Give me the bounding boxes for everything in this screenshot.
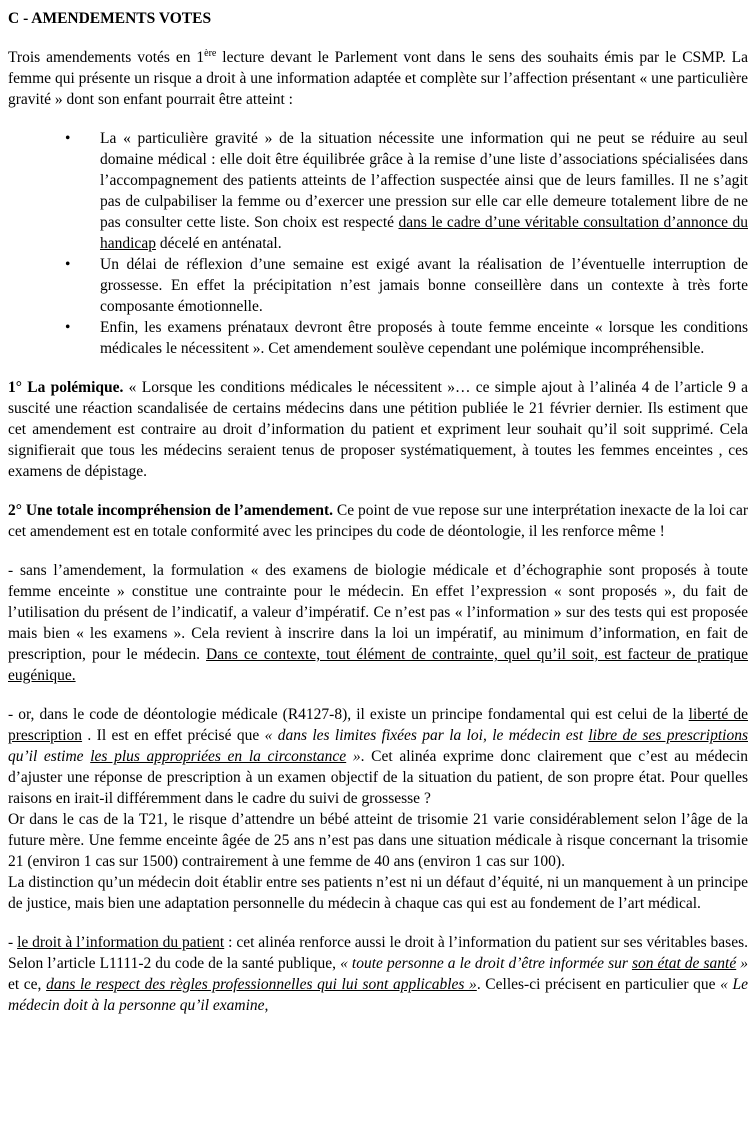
text-run: - sans l’amendement, la formulation « des examens de biologie médicale et d’échographie sont proposés à toute femme enceinte » constitue une contrainte pour le médecin. En effet l’expression « sont proposés », du fait de l’utilisation du présent de l’indicatif, a valeur d’impératif. Ce n’est pas « l’information » sur des tests qui est proposée mais bien « les examens ». Cela revient à inscrire dans la loi un impératif, au minimum d’information, en fait de prescription, pour le médecin.: [8, 562, 748, 663]
underlined-text: Dans ce contexte, tout élément de contrainte, quel qu’il soit, est facteur de pratique eugénique.: [8, 646, 748, 684]
text-run: -: [8, 934, 18, 951]
paragraph-intro: [8, 47, 748, 110]
underlined-text: liberté de prescription: [8, 706, 748, 744]
bullet-list: [8, 128, 748, 359]
paragraph-sans-amendement: [8, 560, 748, 686]
bold-lead: 2° Une totale incompréhension de l’amendement.: [8, 502, 333, 519]
text-run: Enfin, les examens prénataux devront être proposés à toute femme enceinte « lorsque les conditions médicales le nécessitent ». Cet amendement soulève cependant une polémique incompréhensible.: [100, 319, 748, 357]
text-run: : cet alinéa renforce aussi le droit à l’information du patient sur ses véritables bases. Selon l’article L1111-2 du code de la santé publique,: [8, 934, 748, 972]
bullet-item-delai: [8, 254, 748, 317]
underlined-text: le droit à l’information du patient: [17, 934, 225, 951]
text-run: Or dans le cas de la T21, le risque d’attendre un bébé atteint de trisomie 21 varie considérablement selon l’âge de la future mère. Une femme enceinte âgée de 25 ans n’est pas dans une situation médicale à risque concernant la trisomie 21 (environ 1 cas sur 1500) contrairement à une femme de 40 ans (environ 1 cas sur 100).: [8, 811, 748, 870]
quoted-underlined-text: libre de ses prescriptions: [588, 727, 748, 744]
quoted-text: »: [346, 748, 361, 765]
superscript-ordinal: ère: [204, 47, 217, 59]
quoted-text: « dans les limites fixées par la loi, le médecin est: [264, 727, 589, 744]
quoted-text: qu’il estime: [8, 748, 91, 765]
text-run: Ce point de vue repose sur une interprétation inexacte de la loi car cet amendement est en totale conformité avec les principes du code de déontologie, il les renforce même !: [8, 502, 749, 540]
bullet-item-gravite: [8, 128, 748, 254]
text-run: - or, dans le code de déontologie médicale (R4127-8), il existe un principe fondamental qui est celui de la: [8, 706, 689, 723]
bullet-icon: •: [65, 319, 71, 336]
paragraph-liberte-prescription: [8, 704, 748, 809]
quoted-underlined-text: dans le respect des règles professionnelles qui lui sont applicables »: [46, 976, 477, 993]
text-run: . Celles-ci précisent en particulier que: [476, 976, 721, 993]
text-run: . Il est en effet précisé que: [82, 727, 265, 744]
bullet-icon: •: [65, 130, 71, 147]
quoted-text: « toute personne a le droit d’être informée sur: [340, 955, 632, 972]
quoted-underlined-text: les plus appropriées en la circonstance: [90, 748, 347, 765]
bullet-icon: •: [65, 256, 71, 273]
text-run: décelé en anténatal.: [155, 235, 282, 252]
quoted-text: »: [736, 955, 748, 972]
text-run: lecture devant le Parlement vont dans le sens des souhaits émis par le CSMP. La femme qui présente un risque a droit à une information adaptée et complète sur l’affection présentant « une particulière gravité » dont son enfant pourrait être atteint :: [8, 49, 748, 108]
text-run: « Lorsque les conditions médicales le nécessitent »… ce simple ajout à l’alinéa 4 de l’article 9 a suscité une réaction scandalisée de certains médecins dans une pétition publiée le 21 février dernier. Ils estiment que cet amendement est contraire au droit d’information du patient et expriment leur souhait qu’il soit supprimé. Cela signifierait que tous les médecins seraient tenus de proposer systématiquement, à toutes les femmes enceintes , ces examens de dépistage.: [8, 379, 748, 480]
text-run: Trois amendements votés en 1: [8, 49, 205, 66]
paragraph-droit-information: [8, 932, 748, 1016]
quoted-underlined-text: son état de santé: [631, 955, 737, 972]
paragraph-incomprehension: [8, 500, 748, 542]
paragraph-distinction: [8, 872, 748, 914]
text-run: . Cet alinéa exprime donc clairement que c’est au médecin d’ajuster une réponse de prescription à un examen objectif de la situation du patient, de son propre état. Pour quelles raisons en irait-il différemment dans le cadre du suivi de grossesse ?: [8, 748, 749, 807]
text-run: La « particulière gravité » de la situation nécessite une information qui ne peut se réduire au seul domaine médical : elle doit être équilibrée grâce à la remise d’une liste d’associations spécialisées dans l’accompagnement des patients atteints de l’affection suspectée ainsi que de leurs familles. Il ne s’agit pas de culpabiliser la femme ou d’exercer une pression sur elle car elle demeure totalement libre de ne pas consulter cette liste. Son choix est respecté: [100, 130, 748, 231]
paragraph-t21: [8, 809, 748, 872]
bullet-item-examens: [8, 317, 748, 359]
bold-lead: 1° La polémique.: [8, 379, 124, 396]
text-run: La distinction qu’un médecin doit établir entre ses patients n’est ni un défaut d’équité, ni un manquement à un principe de justice, mais bien une adaptation personnelle du médecin à chaque cas qui est au fondement de l’art médical.: [8, 874, 748, 912]
quoted-text: « Le médecin doit à la personne qu’il examine,: [8, 976, 748, 1014]
text-run: Un délai de réflexion d’une semaine est exigé avant la réalisation de l’éventuelle interruption de grossesse. En effet la précipitation n’est jamais bonne conseillère dans un contexte à très forte composante émotionnelle.: [100, 256, 748, 315]
section-heading: C - AMENDEMENTS VOTES: [8, 10, 212, 27]
paragraph-polemique: [8, 377, 748, 482]
underlined-text: dans le cadre d’une véritable consultation d’annonce du handicap: [100, 214, 748, 252]
text-run: et ce,: [8, 976, 47, 993]
